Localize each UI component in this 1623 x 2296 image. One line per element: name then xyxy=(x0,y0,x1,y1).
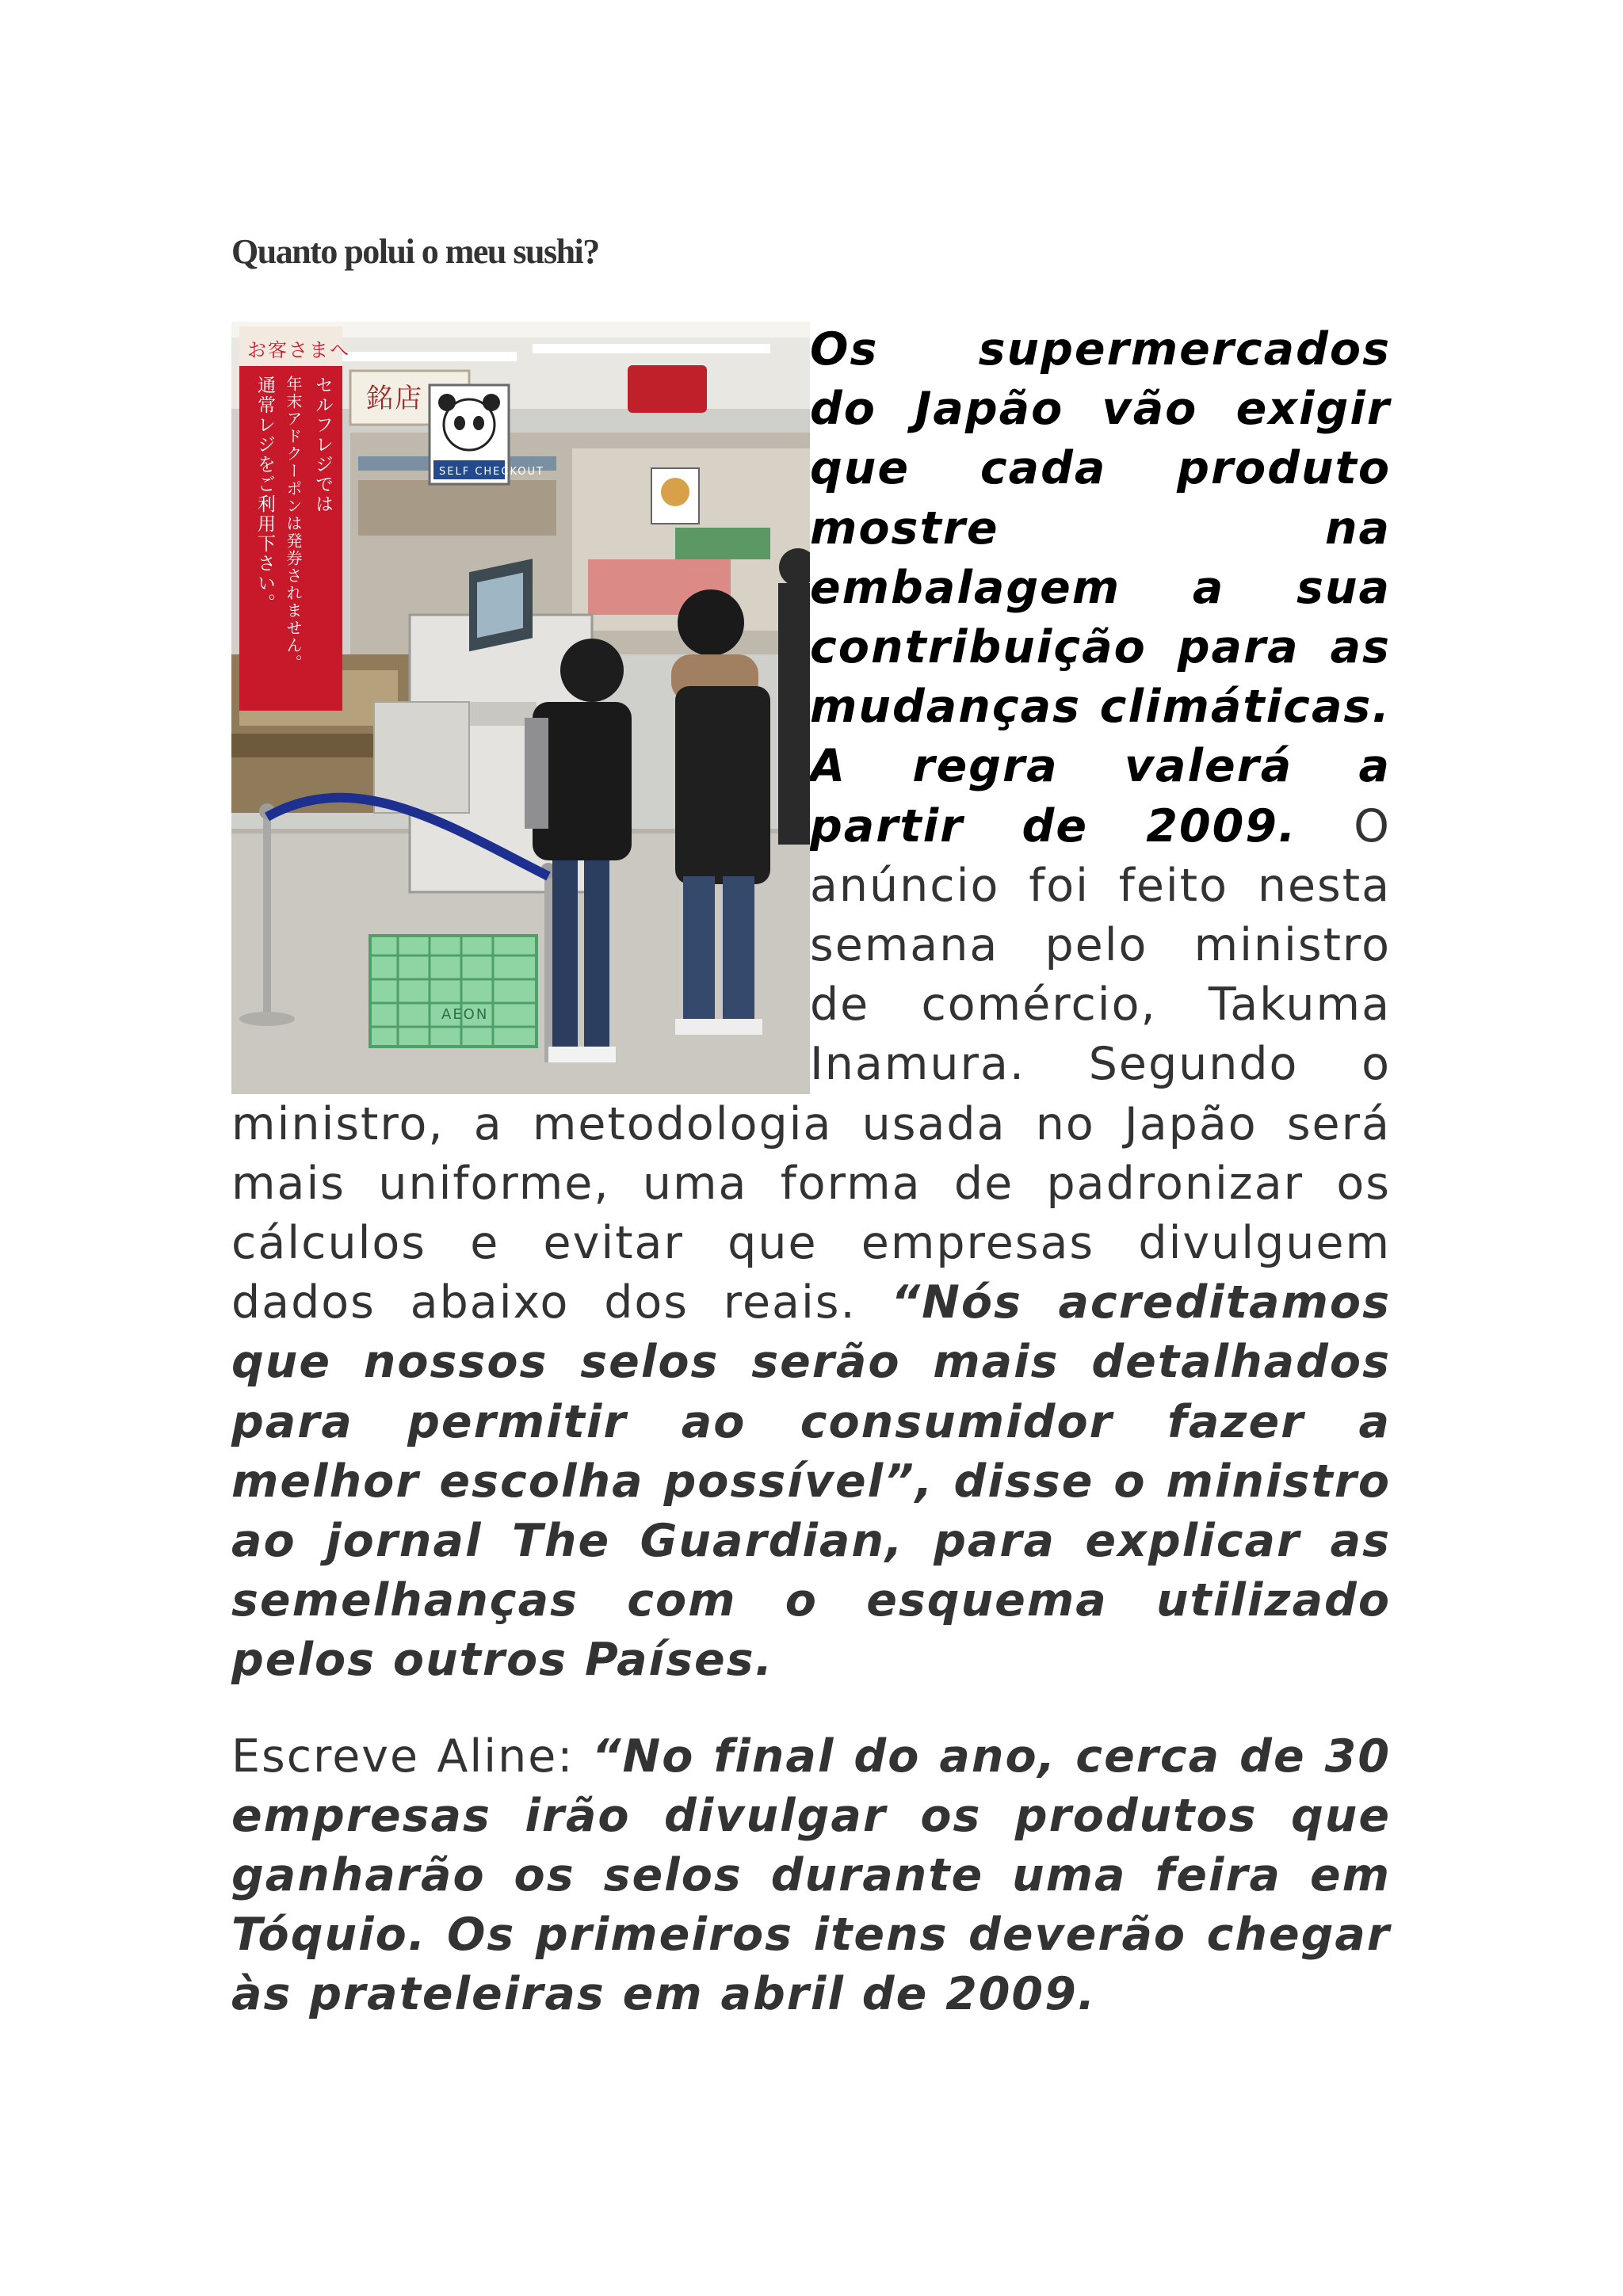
svg-text:お客さまへ: お客さまへ xyxy=(247,339,350,361)
article-title: Quanto polui o meu sushi? xyxy=(231,232,599,271)
quote-minister: “Nós acreditamos que nossos selos serão mais detalhados para permitir ao consumidor fazer a melhor escolha possível”, disse o ministro ao jornal The Guardian, para explicar as semelhanças com o esquema utilizado pelos outros Países. xyxy=(231,1276,1391,1687)
svg-text:AEON: AEON xyxy=(441,1006,489,1023)
svg-text:通常レジをご利用下さい。: 通常レジをご利用下さい。 xyxy=(254,376,275,613)
paragraph-2 xyxy=(231,1727,1391,2025)
svg-text:セルフレジでは: セルフレジでは xyxy=(312,376,333,514)
article-body xyxy=(231,320,1391,2025)
body-text: O anúncio foi feito nesta semana pelo ministro de comércio, Takuma Inamura. Segundo o ministro, a metodologia usada no Japão será mais uniforme, uma forma de padronizar os cálculos e evitar que empresas divulguem dados abaixo dos reais. xyxy=(231,799,1392,1329)
svg-text:SELF CHECKOUT: SELF CHECKOUT xyxy=(439,466,544,478)
supermarket-self-checkout-photo xyxy=(231,322,810,1094)
quote-aline: “No final do ano, cerca de 30 empresas irão divulgar os produtos que ganharão os selos durante uma feira em Tóquio. Os primeiros itens deverão chegar às prateleiras em abril de 2009. xyxy=(231,1730,1391,2021)
lead-text: Os supermercados do Japão vão exigir que cada produto mostre na embalagem a sua contribuição para as mudanças climáticas. A regra valerá a partir de 2009. xyxy=(810,323,1391,852)
intro-text: Escreve Aline: xyxy=(231,1730,592,1783)
svg-text:銘店: 銘店 xyxy=(366,383,423,414)
svg-text:年末アドクーポンは発券されません。: 年末アドクーポンは発券されません。 xyxy=(284,376,303,672)
